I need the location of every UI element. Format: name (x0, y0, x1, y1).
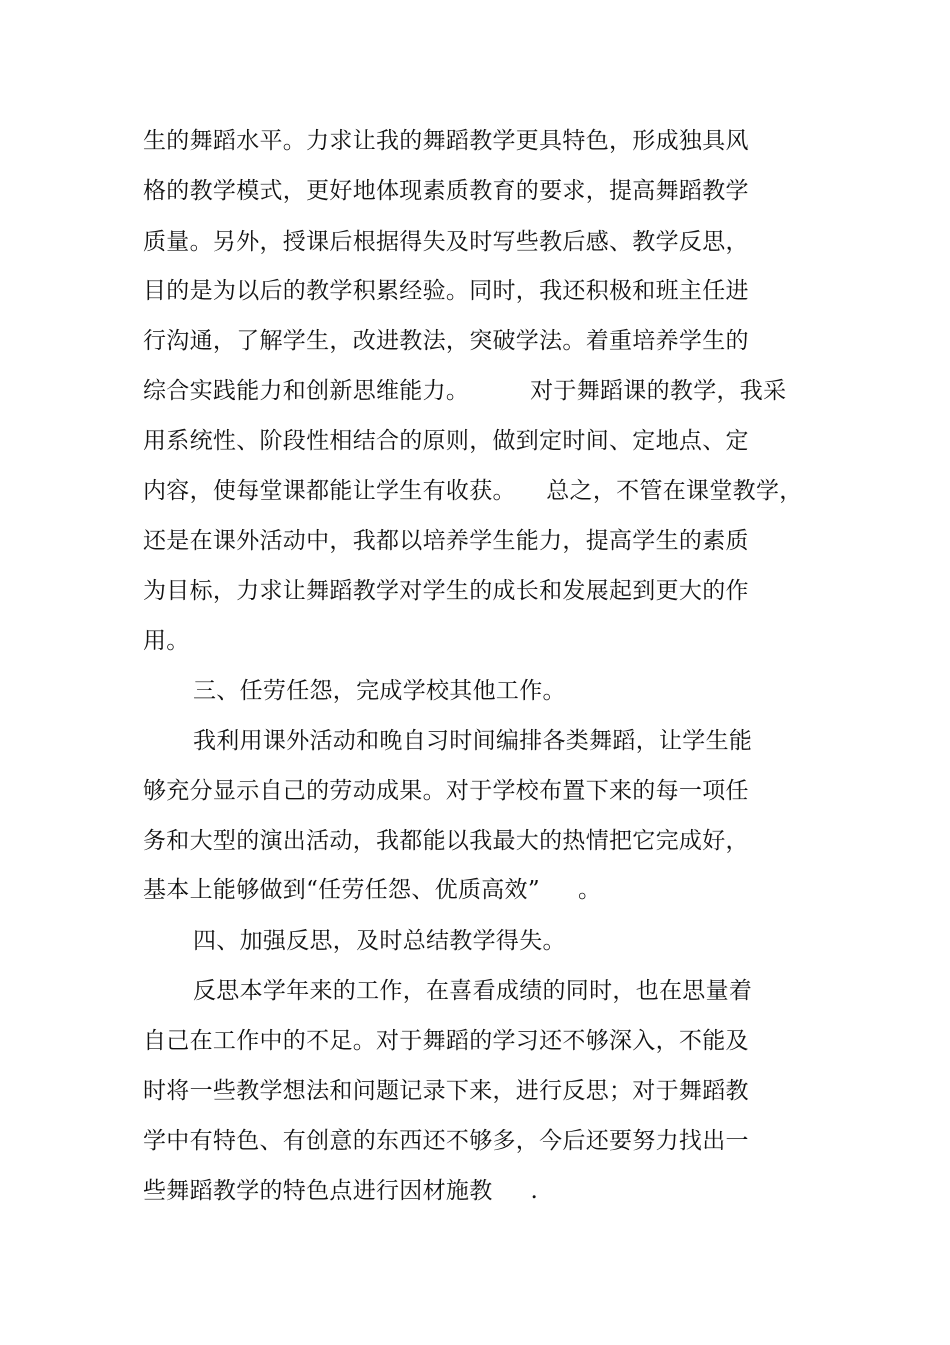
text-line: 反思本学年来的工作，在喜看成绩的同时，也在思量着 (193, 978, 753, 1004)
text-line: 质量。另外，授课后根据得失及时写些教后感、教学反思， (143, 229, 749, 255)
section-heading-four: 四、加强反思，及时总结教学得失。 (193, 928, 566, 954)
text-line: 综合实践能力和创新思维能力。 对于舞蹈课的教学，我采 (143, 378, 787, 404)
section-heading-three: 三、任劳任怨，完成学校其他工作。 (193, 678, 566, 704)
text-line: 务和大型的演出活动，我都能以我最大的热情把它完成好， (143, 828, 749, 854)
text-line: 用。 (143, 628, 190, 654)
text-line: 用系统性、阶段性相结合的原则，做到定时间、定地点、定 (143, 428, 749, 454)
text-line: 我利用课外活动和晚自习时间编排各类舞蹈，让学生能 (193, 728, 753, 754)
text-line: 基本上能够做到“任劳任怨、优质高效” 。 (143, 877, 602, 903)
text-line: 生的舞蹈水平。力求让我的舞蹈教学更具特色，形成独具风 (143, 128, 749, 154)
text-line: 目的是为以后的教学积累经验。同时，我还积极和班主任进 (143, 278, 749, 304)
text-line: 为目标，力求让舞蹈教学对学生的成长和发展起到更大的作 (143, 578, 749, 604)
text-line: 学中有特色、有创意的东西还不够多，今后还要努力找出一 (143, 1128, 749, 1154)
text-line: 时将一些教学想法和问题记录下来，进行反思；对于舞蹈教 (143, 1078, 749, 1104)
text-line: 自己在工作中的不足。对于舞蹈的学习还不够深入，不能及 (143, 1028, 749, 1054)
text-line: 行沟通，了解学生，改进教法，突破学法。着重培养学生的 (143, 328, 749, 354)
text-line: 格的教学模式，更好地体现素质教育的要求，提高舞蹈教学 (143, 178, 749, 204)
text-line: 够充分显示自己的劳动成果。对于学校布置下来的每一项任 (143, 778, 749, 804)
text-line: 内容，使每堂课都能让学生有收获。 总之，不管在课堂教学， (143, 478, 803, 504)
text-line: 还是在课外活动中，我都以培养学生能力，提高学生的素质 (143, 528, 749, 554)
text-line: 些舞蹈教学的特色点进行因材施教 . (143, 1178, 539, 1204)
